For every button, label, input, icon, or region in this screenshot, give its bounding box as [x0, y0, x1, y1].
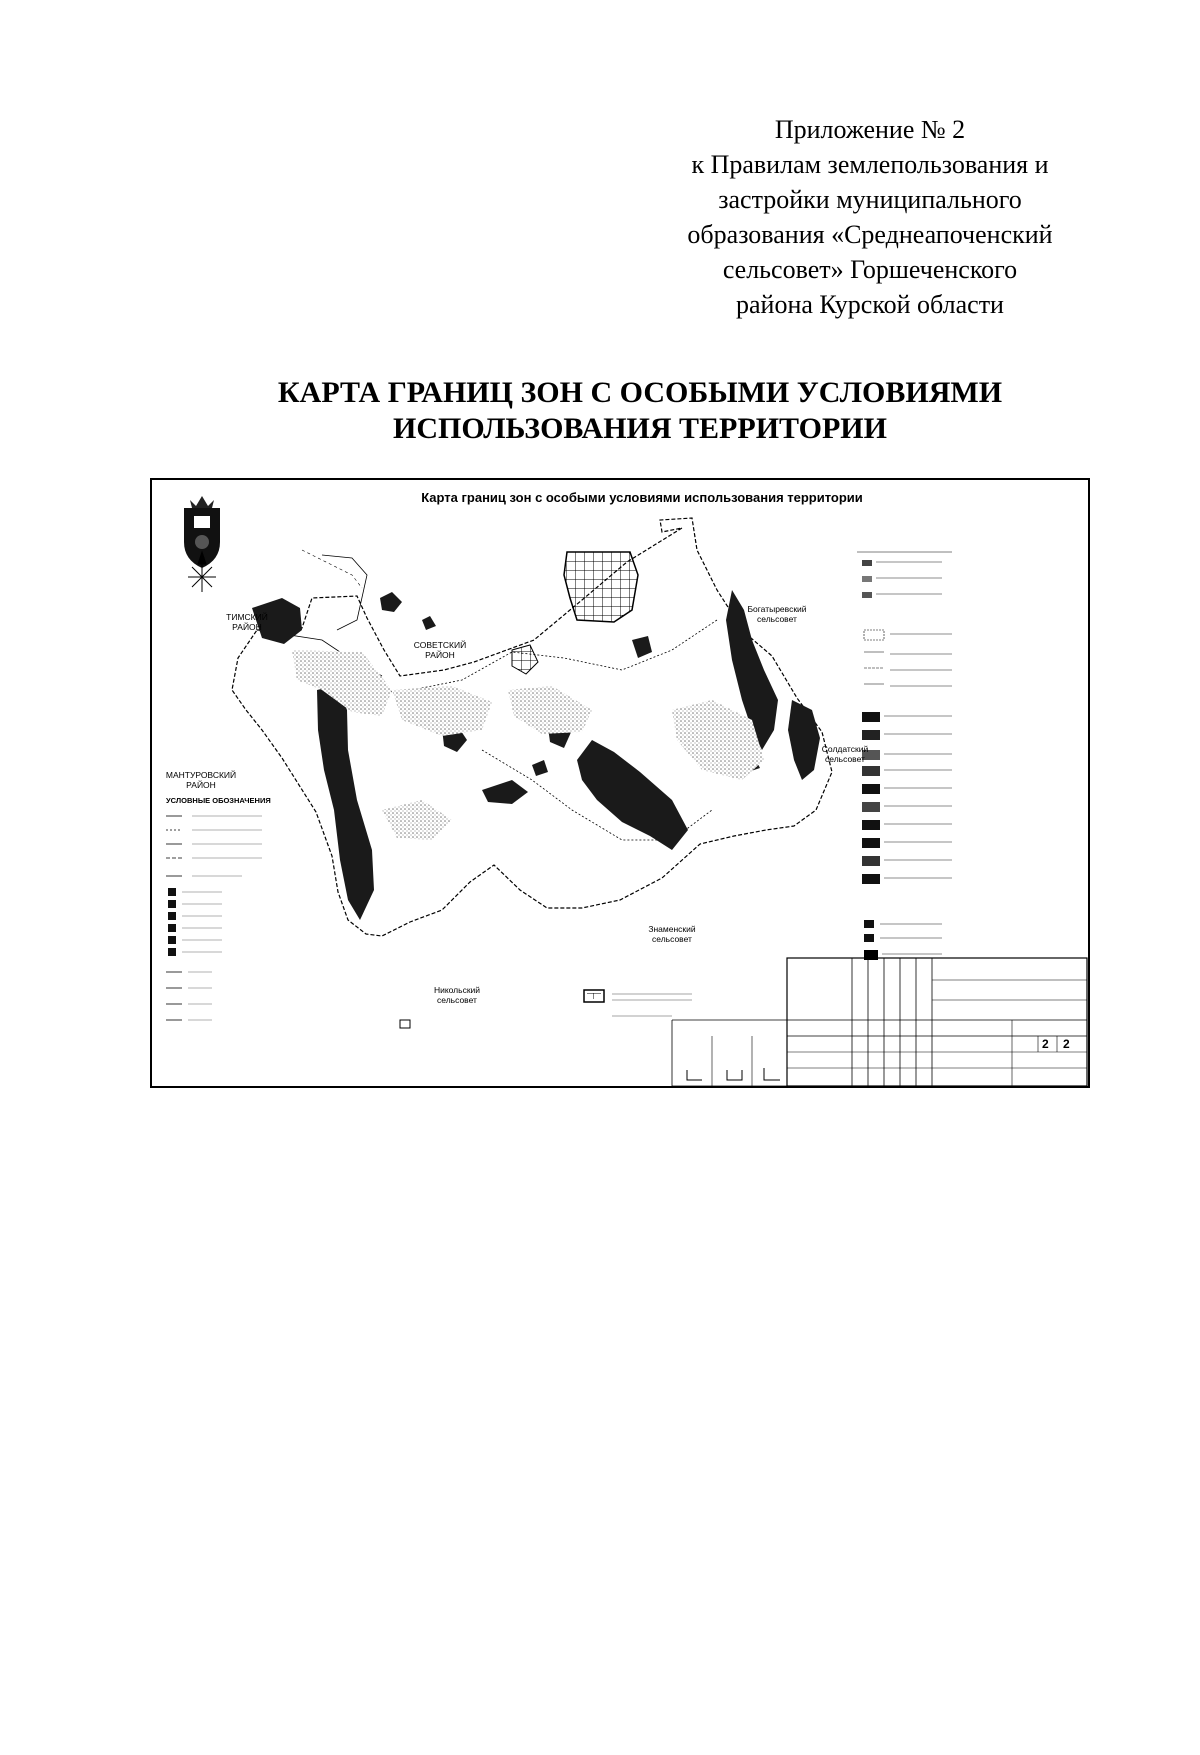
appendix-line: застройки муниципального	[718, 185, 1022, 214]
appendix-header	[640, 112, 1100, 322]
region-label-bogatyrevsky: Богатыревский сельсовет	[747, 604, 807, 624]
sheet-count: 2	[1063, 1037, 1070, 1051]
appendix-line: Приложение № 2	[774, 115, 966, 144]
region-label-soldatsky: Солдатский сельсовет	[821, 744, 869, 764]
document-title-line: КАРТА ГРАНИЦ ЗОН С ОСОБЫМИ УСЛОВИЯМИ	[277, 376, 1003, 409]
region-label-timsky: ТИМСКИЙ РАЙОН	[226, 612, 268, 632]
document-title-line: ИСПОЛЬЗОВАНИЯ ТЕРРИТОРИИ	[393, 412, 887, 445]
title-block	[672, 958, 1087, 1086]
appendix-line: сельсовет» Горшеченского	[722, 255, 1018, 284]
region-label-sovetsky: СОВЕТСКИЙ РАЙОН	[413, 640, 467, 660]
map-heading: Карта границ зон с особыми условиями использования территории	[421, 490, 863, 505]
appendix-line: района Курской области	[736, 290, 1004, 319]
region-label-znamensky: Знаменский сельсовет	[648, 924, 696, 944]
region-label-nikolsky: Никольский сельсовет	[433, 985, 481, 1005]
zoning-map	[150, 478, 1090, 1088]
appendix-line: к Правилам землепользования и	[691, 150, 1049, 179]
appendix-line: образования «Среднеапоченский	[687, 220, 1053, 249]
map-graphic	[152, 480, 1090, 1088]
compass-letter: С	[199, 555, 205, 564]
legend-left	[166, 816, 262, 1020]
legend-left-title: УСЛОВНЫЕ ОБОЗНАЧЕНИЯ	[166, 796, 271, 805]
document-title	[150, 375, 1130, 447]
sheet-number: 2	[1042, 1037, 1049, 1051]
region-label-manturovsky: МАНТУРОВСКИЙ РАЙОН	[165, 770, 237, 790]
